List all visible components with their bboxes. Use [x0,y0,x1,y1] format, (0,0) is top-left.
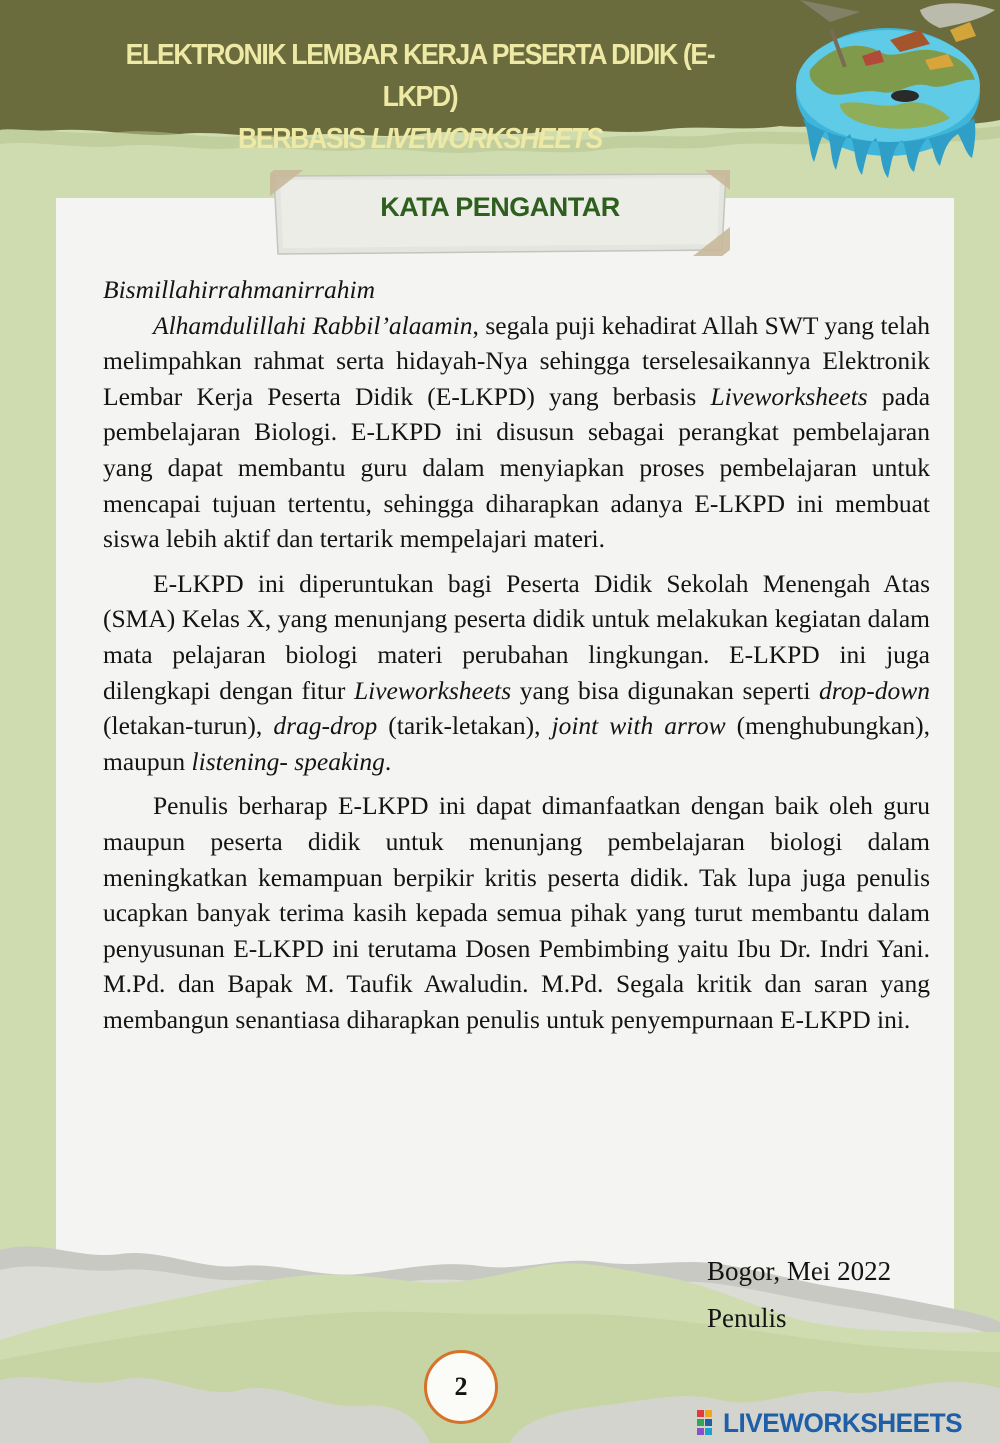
place-date: Bogor, Mei 2022 [707,1256,892,1286]
p2-text-2: yang bisa digunakan seperti [511,675,820,705]
paragraph-2 [103,566,930,780]
paragraph-3: Penulis berharap E-LKPD ini dapat dimanfaatkan dengan baik oleh guru maupun peserta didik untuk menunjang pembelajaran biologi dalam meningkatkan kemampuan berpikir kritis peserta didik. Tak lupa juga penulis ucapkan banyak terima kasih kepada semua pihak yang turut membantu dalam penyusunan E-LKPD ini terutama Dosen Pembimbing yaitu Ibu Dr. Indri Yani. M.Pd. dan Bapak M. Taufik Awaludin. M.Pd. Segala kritik dan saran yang membangun senantiasa diharapkan penulis untuk penyempurnaan E-LKPD ini. [103,791,930,1034]
header-title-line-1: ELEKTRONIK LEMBAR KERJA PESERTA DIDIK (E-LKPD) [125,39,715,113]
liveworksheets-brand[interactable] [697,1406,997,1440]
p1-italic-1: Alhamdulillahi Rabbil’alaamin [153,310,473,340]
p2-italic-3: drag-drop [273,711,378,741]
p2-italic-4: joint with arrow [551,711,726,741]
greeting: Bismillahirrahmanirrahim [103,275,376,304]
liveworksheets-logo-icon [697,1410,721,1436]
liveworksheets-wordmark: LIVEWORKSHEETS [723,1407,963,1438]
p1-text-2: pada pembelajaran Biologi. E-LKPD ini disusun sebagai perangkat pembelajaran yang dapat membantu guru dalam menyiapkan proses pembelajaran untuk mencapai tujuan tertentu, sehingga diharapkan adanya E-LKPD ini membuat siswa lebih aktif dan tertarik mempelajari materi. [103,381,931,554]
p2-text-3: (letakan-turun), [103,711,274,741]
p1-text-1: , segala puji kehadirat Allah SWT yang telah melimpahkan rahmat serta hidayah-Nya sehingga terselesaikannya Elektronik Lembar Kerja Peserta Didik (E-LKPD) yang berbasis [103,310,931,411]
p2-italic-2: drop-down [819,675,930,705]
p2-text-4: (tarik-letakan), [377,711,552,741]
header-title-prefix: BERBASIS [237,123,371,155]
p2-italic-5: listening- speaking [191,746,385,776]
header-title-line-2 [89,118,751,160]
section-title: KATA PENGANTAR [380,192,620,222]
header-title-brand: LIVEWORKSHEETS [370,123,603,155]
signature-block [707,1248,891,1342]
p2-text-1: E-LKPD ini diperuntukan bagi Peserta Didik Sekolah Menengah Atas (SMA) Kelas X, yang menunjang peserta didik untuk melakukan kegiatan dalam mata pelajaran biologi materi perubahan lingkungan. E-LKPD ini juga dilengkapi dengan fitur [103,568,930,705]
p1-italic-2: Liveworksheets [710,381,868,411]
author-label: Penulis [707,1303,787,1333]
body-text [103,272,930,1046]
paragraph-1 [103,308,930,557]
p2-text-6: . [384,746,392,776]
page-number: 2 [424,1350,498,1424]
p2-italic-1: Liveworksheets [353,675,512,705]
polluted-globe-icon [770,0,1000,185]
p2-text-5: (menghubungkan), maupun [103,711,930,776]
header-title [89,34,751,160]
